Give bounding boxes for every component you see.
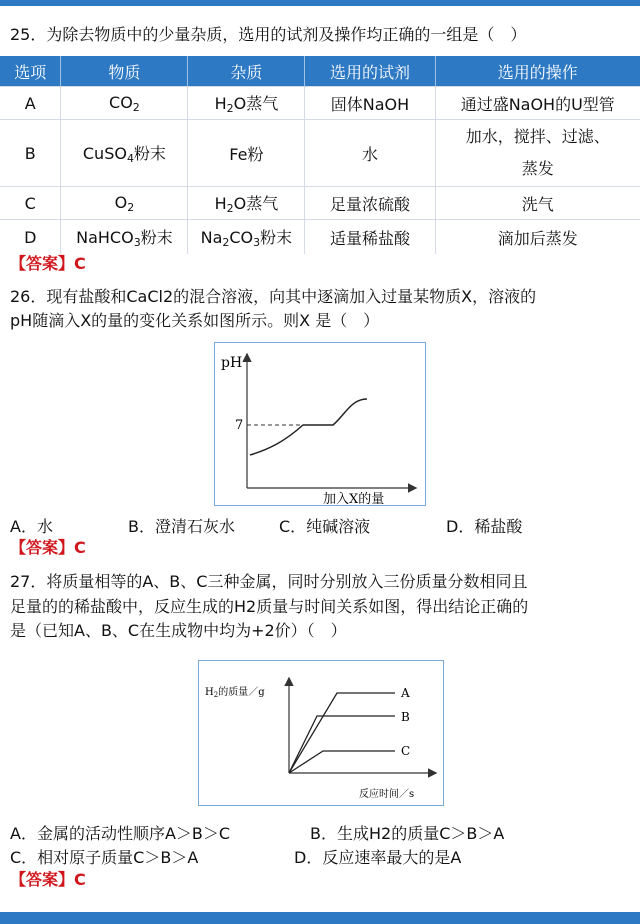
- q26-option-a: A．水: [10, 517, 53, 536]
- curve-label-b: B: [401, 710, 410, 724]
- cell-impurity: $H_2O$蒸气: [188, 87, 305, 120]
- cell-operation: 洗气: [435, 187, 640, 220]
- q27-line1: 27．将质量相等的A、B、C三种金属，同时分别放入三份质量分数相同且: [10, 572, 528, 591]
- y-axis-label: pH: [221, 355, 243, 371]
- q25-answer: 【答案】C: [10, 254, 86, 273]
- table-row: [0, 187, 640, 220]
- header-option: 选项: [0, 56, 61, 87]
- x-axis-label: 加入X的量: [323, 492, 385, 505]
- curve-label-c: C: [401, 744, 411, 758]
- q26-ph-graph: [214, 342, 426, 506]
- curve-a: [289, 693, 395, 773]
- q27-line3: 是（已知A、B、C在生成物中均为+2价）（ ）: [10, 621, 347, 640]
- cell-operation: 通过盛NaOH的U型管: [435, 87, 640, 120]
- q27-answer: 【答案】C: [10, 870, 86, 889]
- cell-substance: CuSO$_4$粉末: [61, 120, 188, 187]
- header-impurity: 杂质: [188, 56, 305, 87]
- q27-option-d: D．反应速率最大的是A: [294, 848, 462, 867]
- ph-graph-svg: [215, 343, 425, 505]
- cell-impurity: Fe粉: [188, 120, 305, 187]
- cell-reagent: 水: [305, 120, 435, 187]
- header-operation: 选用的操作: [435, 56, 640, 87]
- cell-option: B: [0, 120, 61, 187]
- cell-operation: 加水，搅拌、过滤、 蒸发: [435, 120, 640, 187]
- q25-table: [0, 56, 640, 254]
- cell-substance: $CO_2$: [61, 87, 188, 120]
- h2-graph-svg: [199, 661, 443, 805]
- q26-option-b: B．澄清石灰水: [128, 517, 235, 536]
- y-axis-label: $H_2$的质量／g: [205, 687, 265, 699]
- x-axis-label: 反应时间／s: [359, 789, 415, 800]
- header-substance: 物质: [61, 56, 188, 87]
- curve-label-a: A: [401, 686, 410, 700]
- cell-substance: NaHCO$_3$粉末: [61, 220, 188, 255]
- cell-impurity: $Na_2CO_3$粉末: [188, 220, 305, 255]
- table-row: [0, 120, 640, 187]
- q27-option-b: B．生成H2的质量C＞B＞A: [310, 824, 505, 843]
- q26-answer: 【答案】C: [10, 538, 86, 557]
- cell-option: D: [0, 220, 61, 255]
- q26-option-d: D．稀盐酸: [446, 517, 523, 536]
- curve-c: [289, 751, 395, 773]
- table-header-row: [0, 56, 640, 87]
- q27-option-a: A．金属的活动性顺序A＞B＞C: [10, 824, 231, 843]
- top-accent-bar: [0, 0, 640, 6]
- header-reagent: 选用的试剂: [305, 56, 435, 87]
- cell-substance: $O_2$: [61, 187, 188, 220]
- bottom-accent-bar: [0, 912, 640, 924]
- cell-reagent: 足量浓硫酸: [305, 187, 435, 220]
- cell-option: C: [0, 187, 61, 220]
- cell-impurity: $H_2O$蒸气: [188, 187, 305, 220]
- ph-curve: [250, 399, 367, 455]
- table-row: [0, 220, 640, 255]
- q26-option-c: C．纯碱溶液: [279, 517, 371, 536]
- cell-operation: 滴加后蒸发: [435, 220, 640, 255]
- cell-reagent: 固体NaOH: [305, 87, 435, 120]
- q25-title: 25．为除去物质中的少量杂质，选用的试剂及操作均正确的一组是（ ）: [10, 25, 527, 44]
- cell-reagent: 适量稀盐酸: [305, 220, 435, 255]
- q26-line2: pH随滴入X的量的变化关系如图所示。则X 是（ ）: [10, 311, 380, 330]
- table-row: [0, 87, 640, 120]
- cell-option: A: [0, 87, 61, 120]
- q26-line1: 26．现有盐酸和CaCl2的混合溶液，向其中逐滴加入过量某物质X，溶液的: [10, 287, 537, 306]
- q27-line2: 足量的的稀盐酸中，反应生成的H2质量与时间关系如图，得出结论正确的: [10, 597, 529, 616]
- q27-h2-graph: [198, 660, 444, 806]
- q27-option-c: C．相对原子质量C＞B＞A: [10, 848, 199, 867]
- y-tick-7: 7: [235, 418, 244, 433]
- curve-b: [289, 716, 395, 773]
